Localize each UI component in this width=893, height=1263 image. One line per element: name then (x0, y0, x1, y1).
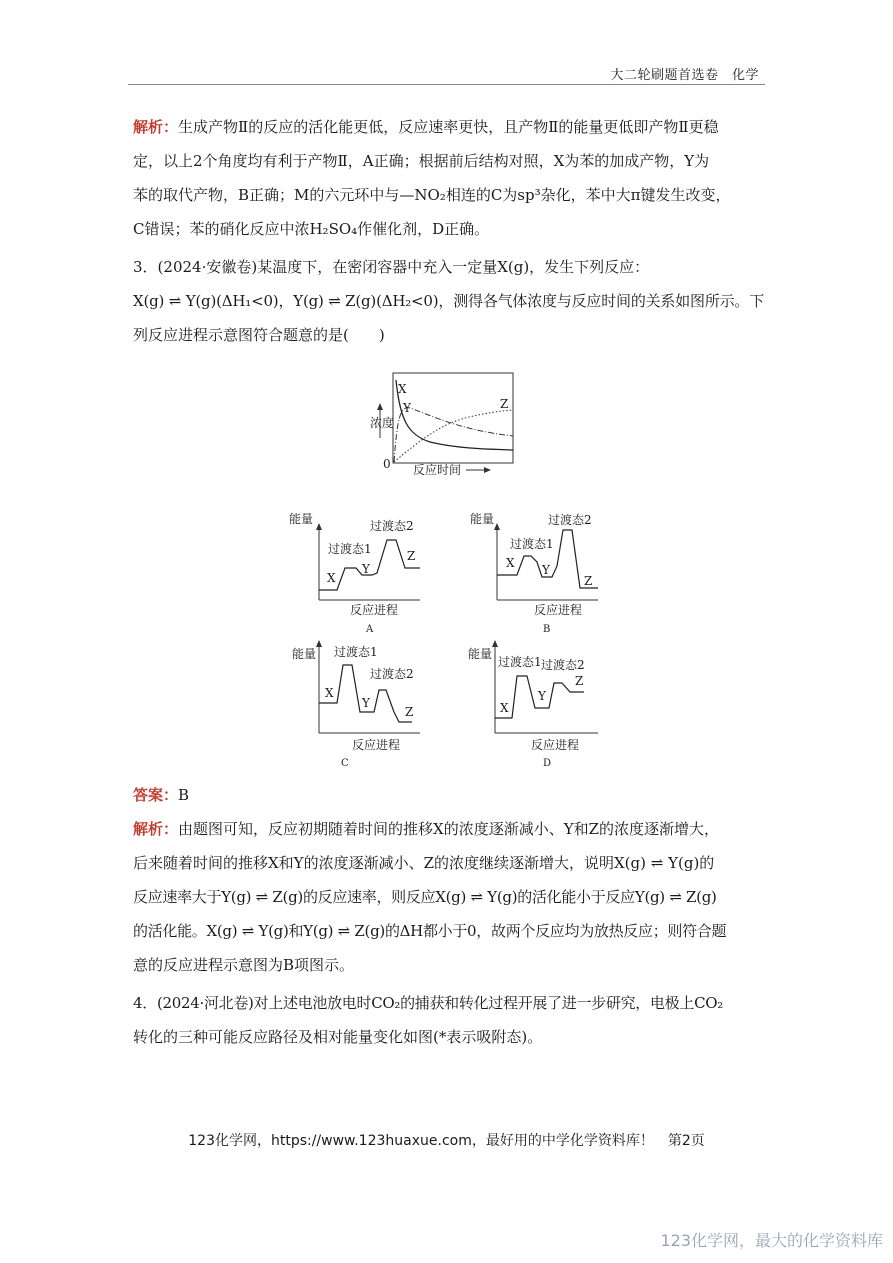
analysis-2-line-5: 意的反应进程示意图为B项图示。 (133, 956, 355, 974)
c-xlabel: 反应进程 (352, 738, 401, 752)
c-energy-path (319, 665, 412, 722)
c-ts2: 过渡态2 (370, 667, 414, 681)
energy-plot-d (468, 640, 598, 769)
analysis-2-line-1: 解析：由题图可知，反应初期随着时间的推移X的浓度逐渐减小、Y和Z的浓度逐渐增大， (133, 820, 720, 838)
conc-series-z (394, 410, 513, 462)
d-z: Z (575, 674, 584, 688)
b-energy-path (497, 530, 598, 588)
c-x: X (325, 686, 334, 700)
c-ts1: 过渡态1 (334, 645, 378, 659)
d-y: Y (538, 689, 546, 703)
c-y: Y (362, 696, 370, 710)
a-energy-path (319, 540, 420, 590)
page-footer: 123化学网，https://www.123huaxue.com，最好用的中学化学资料库！ 第2页 (188, 1133, 705, 1149)
conc-series-x (396, 380, 513, 450)
analysis-label: 解析： (133, 118, 179, 136)
question-3-line-1: 3．(2024·安徽卷)某温度下，在密闭容器中充入一定量X(g)，发生下列反应： (133, 258, 650, 276)
a-ts1: 过渡态1 (328, 542, 372, 556)
d-ts2: 过渡态2 (541, 658, 585, 672)
watermark: 123化学网，最大的化学资料库 (660, 1231, 883, 1250)
analysis-1-line-4: C错误；苯的硝化反应中浓H₂SO₄作催化剂，D正确。 (133, 220, 490, 238)
conc-label-x: X (398, 382, 407, 396)
energy-plot-a (289, 511, 420, 635)
b-option-label: B (543, 624, 551, 635)
analysis-1-line-2: 定，以上2个角度均有利于产物Ⅱ，A正确；根据前后结构对照，X为苯的加成产物，Y为 (133, 152, 710, 170)
d-option-label: D (543, 758, 552, 769)
energy-plot-b (470, 511, 598, 635)
b-y: Y (542, 563, 550, 577)
analysis-1-line-1: 解析：生成产物Ⅱ的反应的活化能更低，反应速率更快，且产物Ⅱ的能量更低即产物Ⅱ更稳 (133, 118, 719, 136)
question-3 (133, 250, 763, 352)
answer-label: 答案： (133, 786, 179, 804)
analysis-2 (133, 812, 763, 982)
conc-label-y: Y (403, 401, 411, 415)
a-x: X (327, 571, 336, 585)
b-x: X (506, 556, 515, 570)
d-ylabel: 能量 (468, 647, 493, 661)
conc-xlabel: 反应时间 (413, 463, 462, 477)
a-ylabel: 能量 (289, 512, 314, 526)
conc-ylabel-1: 浓度 (370, 416, 395, 430)
a-xlabel: 反应进程 (350, 603, 399, 617)
d-xlabel: 反应进程 (531, 738, 580, 752)
c-z: Z (405, 705, 414, 719)
c-option-label: C (341, 758, 349, 769)
c-ylabel: 能量 (292, 647, 317, 661)
energy-plot-c (292, 640, 420, 769)
b-xlabel: 反应进程 (534, 603, 583, 617)
analysis-2-line-4: 的活化能。X(g) ⇌ Y(g)和Y(g) ⇌ Z(g)的ΔH都小于0，故两个反应均为放热反应；则符合题 (133, 922, 727, 940)
answer-value: B (178, 786, 190, 804)
analysis-1 (133, 110, 763, 246)
b-ylabel: 能量 (470, 512, 495, 526)
conc-origin: 0 (383, 457, 391, 471)
a-z: Z (407, 549, 416, 563)
question-3-line-3: 列反应进程示意图符合题意的是( ) (133, 326, 385, 344)
a-y: Y (362, 562, 370, 576)
b-ts2: 过渡态2 (548, 513, 592, 527)
question-4-line-2: 转化的三种可能反应路径及相对能量变化如图(*表示吸附态)。 (133, 1028, 543, 1046)
question-4 (133, 986, 763, 1054)
b-z: Z (584, 574, 593, 588)
a-option-label: A (366, 624, 374, 635)
conc-series-y (394, 408, 513, 462)
page-header: 大二轮刷题首选卷 化学 (610, 68, 759, 83)
header-divider (128, 84, 765, 85)
conc-label-z: Z (500, 397, 509, 411)
answer (133, 778, 763, 812)
concentration-plot (370, 373, 513, 477)
conc-plot-frame (393, 373, 513, 463)
analysis-2-label: 解析： (133, 820, 179, 838)
a-ts2: 过渡态2 (370, 519, 414, 533)
d-energy-path (495, 676, 584, 718)
conc-x-arrowhead (484, 467, 491, 473)
question-3-line-2: X(g) ⇌ Y(g)(ΔH₁<0)，Y(g) ⇌ Z(g)(ΔH₂<0)，测得各气体浓度与反应时间的关系如图所示。下 (133, 292, 765, 310)
b-ts1: 过渡态1 (510, 537, 554, 551)
analysis-1-line-3: 苯的取代产物，B正确；M的六元环中与—NO₂相连的C为sp³杂化，苯中大π键发生改变， (133, 186, 731, 204)
conc-y-arrowhead (377, 403, 383, 410)
question-4-line-1: 4．(2024·河北卷)对上述电池放电时CO₂的捕获和转化过程开展了进一步研究，电极上CO₂ (133, 994, 723, 1012)
d-ts1: 过渡态1 (498, 655, 542, 669)
analysis-2-line-2: 后来随着时间的推移X和Y的浓度逐渐减小、Z的浓度继续逐渐增大，说明X(g) ⇌ Y(g)的 (133, 854, 715, 872)
analysis-2-line-3: 反应速率大于Y(g) ⇌ Z(g)的反应速率，则反应X(g) ⇌ Y(g)的活化能小于反应Y(g) ⇌ Z(g) (133, 888, 717, 906)
d-x: X (500, 701, 509, 715)
